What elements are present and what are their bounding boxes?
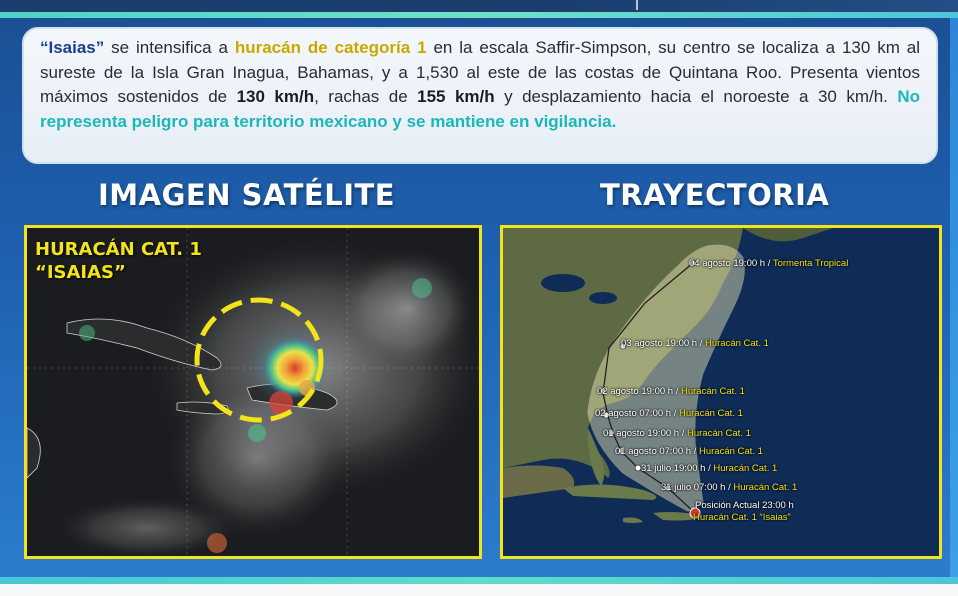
bulletin-text-4: y desplazamiento hacia el noroeste a 30 km/h. (494, 87, 898, 106)
bottom-teal-band (0, 577, 958, 584)
trajectory-title: TRAYECTORIA (600, 178, 830, 212)
track-label-04ago: 04 agosto 19:00 h / Tormenta Tropical (689, 258, 849, 269)
header-divider (636, 0, 638, 10)
bulletin-box (22, 27, 938, 164)
trajectory-panel (500, 225, 942, 559)
track-label-03ago: 03 agosto 19:00 h / Huracán Cat. 1 (621, 338, 769, 349)
track-label-31jul-07: 31 julio 07:00 h / Huracán Cat. 1 (661, 482, 798, 493)
bulletin-text-2: en la escala Saffir-Simpson, su centro se localiza a 130 km al sureste de la Isla Gran Inagua, Bahamas, y a 1,530 al este de las costas de Quintana Roo. Presenta vientos máximos sostenidos de (40, 38, 920, 106)
top-teal-band (0, 12, 958, 18)
satellite-title: IMAGEN SATÉLITE (98, 178, 396, 212)
storm-category: huracán de categoría 1 (234, 38, 427, 57)
current-category-label: Huracán Cat. 1 “Isaias” (693, 512, 791, 523)
track-label-02ago-07: 02 agosto 07:00 h / Huracán Cat. 1 (595, 408, 743, 419)
max-winds: 130 km/h (236, 87, 315, 106)
track-label-02ago-19: 02 agosto 19:00 h / Huracán Cat. 1 (597, 386, 745, 397)
current-position-label: Posición Actual 23:00 h (695, 500, 794, 511)
storm-name: “Isaias” (40, 38, 105, 57)
storm-core (263, 338, 327, 398)
track-label-01ago-07: 01 agosto 07:00 h / Huracán Cat. 1 (615, 446, 763, 457)
wind-gusts: 155 km/h (417, 87, 495, 106)
right-accent-bar (950, 18, 958, 578)
track-label-01ago-19: 01 agosto 19:00 h / Huracán Cat. 1 (603, 428, 751, 439)
track-label-31jul-19: 31 julio 19:00 h / Huracán Cat. 1 (641, 463, 778, 474)
bulletin-text-3: , rachas de (314, 87, 418, 106)
bottom-footer-strip (0, 584, 958, 596)
satellite-storm-label (35, 238, 202, 284)
satellite-panel (24, 225, 482, 559)
satellite-label-line1: HURACÁN CAT. 1 (35, 239, 202, 260)
satellite-label-line2: “ISAIAS” (35, 262, 126, 283)
bulletin-text-1: se intensifica a (104, 38, 235, 57)
mexico-status: No representa peligro para territorio mexicano y se mantiene en vigilancia. (40, 87, 921, 131)
